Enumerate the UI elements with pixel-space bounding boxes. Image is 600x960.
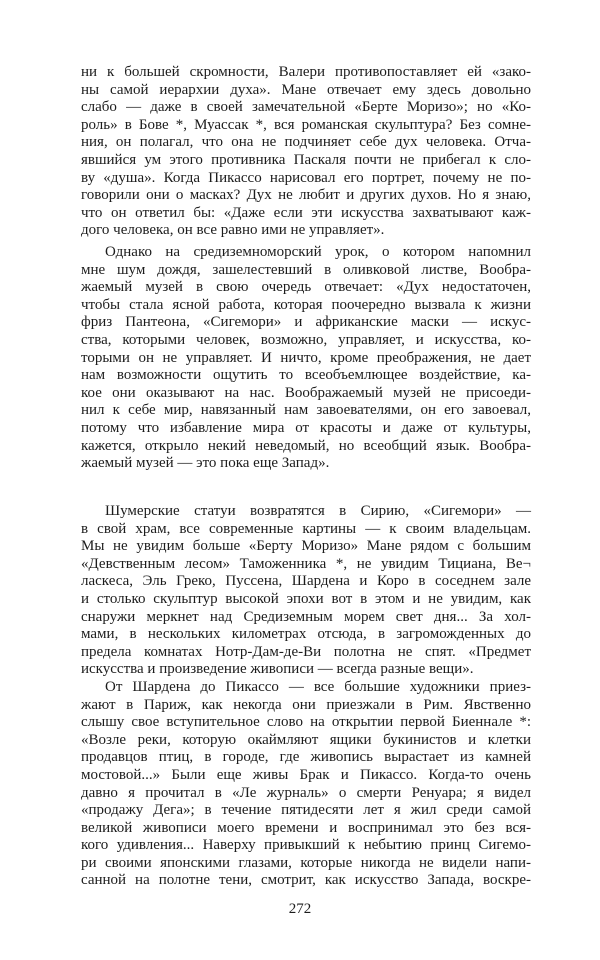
text-line: Однако на средиземноморский урок, о котором напомнил — [105, 244, 531, 260]
text-line: жаемый музей — это пока еще Запад». — [81, 455, 330, 472]
text-line: мами, в нескольких километрах отсюда, в загроможденных до — [81, 626, 531, 643]
text-line: ни к большей скромности, Валери противопоставляет ей «зако- — [81, 64, 531, 80]
text-line: жают в Париж, как некогда они приезжали в Рим. Явственно — [81, 696, 531, 713]
text-line: кажется, открыло некий неведомый, но всеобщий язык. Вообра- — [81, 437, 531, 454]
text-line: мне шум дождя, зашелестевший в оливковой листве, Вообра- — [81, 261, 531, 278]
text-line: говорили они о масках? Дух не любит и других духов. Но я знаю, — [81, 187, 531, 204]
text-line: продавцов птиц, в городе, где живопись вырастает из камней — [81, 749, 531, 766]
paragraph-1 — [81, 64, 531, 240]
text-line: кого удивления... Наверху привыкший к небытию принц Сигемо- — [81, 837, 531, 854]
text-line: жаемый музей в свою очередь отвечает: «Дух недостаточен, — [81, 279, 531, 296]
text-line: снаружи меркнет над Средиземным морем свет дня... За хол- — [81, 608, 531, 625]
text-line: роль» в Бове *, Муассак *, вся романская скульптура? Без сомне- — [81, 116, 531, 133]
paragraph-2 — [81, 244, 531, 473]
page-number: 272 — [288, 901, 312, 917]
text-line: ву «душа». Когда Пикассо нарисовал его портрет, почему не по- — [81, 169, 531, 186]
text-line: «Девственным лесом» Таможенника *, не увидим Тициана, Ве¬ — [81, 555, 531, 572]
text-line: искусства и произведение живописи — всегда разные вещи». — [81, 661, 474, 678]
text-line: ства, которыми человек, возможно, управляет, и искусства, ко- — [81, 331, 531, 348]
text-line: санной на полотне тени, смотрит, как искусство Запада, воскре- — [81, 872, 531, 889]
paragraph-3-4 — [81, 503, 531, 890]
text-line: ласкеса, Эль Греко, Пуссена, Шардена и Коро в соседнем зале — [81, 573, 531, 590]
text-line: Шумерские статуи возвратятся в Сирию, «Сигемори» — — [105, 503, 531, 519]
text-line: ны самой иерархии духа». Мане отвечает ему здесь довольно — [81, 81, 531, 98]
text-line: в свой храм, все современные картины — к своим владельцам. — [81, 520, 531, 537]
text-line: «Возле реки, которую окаймляют ящики букинистов и клетки — [81, 731, 531, 748]
text-line: От Шардена до Пикассо — все большие художники приез- — [105, 678, 531, 695]
text-line: нил к себе мир, навязанный нам завоевателями, он его завоевал, — [81, 402, 531, 419]
text-line: дого человека, он все равно ими не управляет». — [81, 222, 385, 239]
text-line: давно я прочитал в «Ле журналь» о смерти Ренуара; я видел — [81, 784, 531, 801]
text-line: нам возможности ощутить то всеобъемлющее воздействие, ка- — [81, 367, 531, 384]
text-line: чтобы стала ясной работа, которая поочередно вызвала к жизни — [81, 296, 531, 313]
text-line: великой живописи моего времени и воспринимал это без вся- — [81, 819, 531, 836]
text-line: предела комнатах Нотр-Дам-де-Ви полотна не спят. «Предмет — [81, 643, 531, 660]
text-line: ния, он полагал, что она не подчиняет себе дух человека. Отча- — [81, 134, 531, 151]
text-line: слышу свое вступительное слово на открытии первой Биеннале *: — [81, 714, 531, 731]
text-line: явшийся ум этого противника Паскаля почти не прибегал к сло- — [81, 151, 531, 168]
text-line: Мы не увидим больше «Берту Моризо» Мане рядом с большим — [81, 538, 531, 555]
text-line: ри своими японскими глазами, которые никогда не видели напи- — [81, 854, 531, 871]
text-line: и столько скульптур высокой эпохи вот в этом и не увидим, как — [81, 590, 531, 607]
text-line: потому что избавление мира от красоты и даже от культуры, — [81, 419, 531, 436]
text-line: мостовой...» Были еще живы Брак и Пикассо. Когда-то очень — [81, 766, 531, 783]
text-line: что он ответил бы: «Даже если эти искусства захватывают каж- — [81, 204, 531, 221]
text-line: «продажу Дега»; в течение пятидесяти лет я жил среди самой — [81, 802, 531, 819]
text-line: фриз Пантеона, «Сигемори» и африканские маски — искус- — [81, 314, 531, 331]
text-line: слабо — даже в своей замечательной «Берте Моризо»; но «Ко- — [81, 99, 531, 116]
text-line: кое они оказывают на нас. Воображаемый музей не присоеди- — [81, 384, 531, 401]
text-line: торыми он не управляет. И ничто, кроме преображения, не дает — [81, 349, 531, 366]
